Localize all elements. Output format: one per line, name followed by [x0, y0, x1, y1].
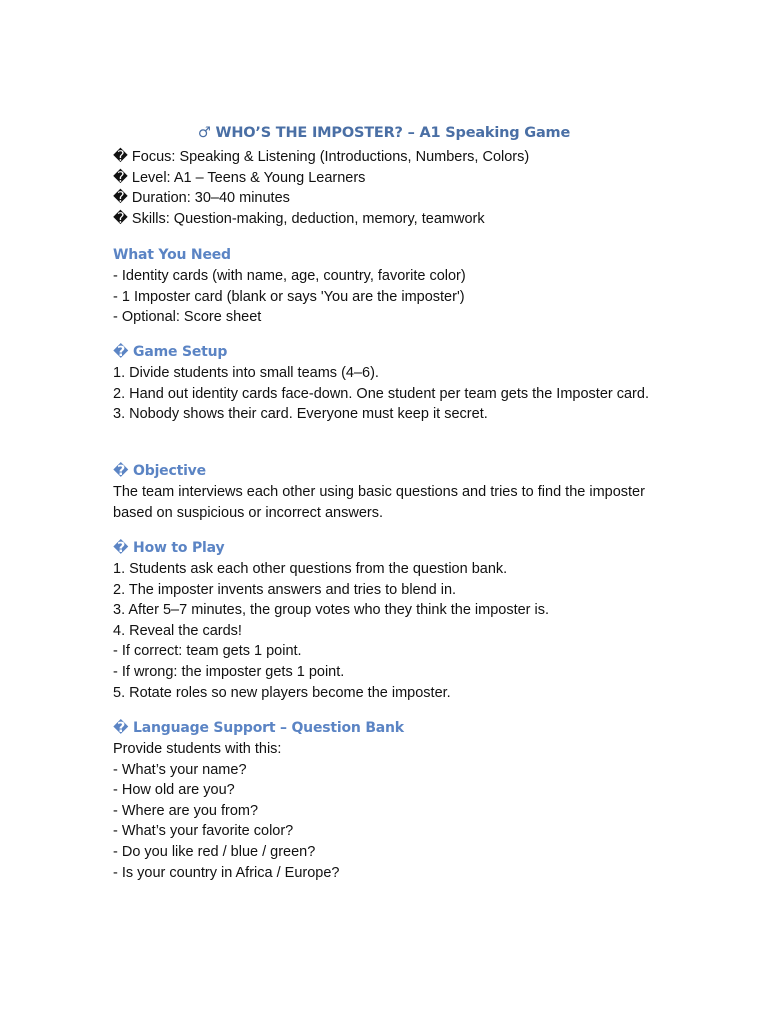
list-item: 3. Nobody shows their card. Everyone must keep it secret.: [113, 406, 488, 423]
list-item: - What’s your favorite color?: [113, 823, 294, 840]
info-duration: � Duration: 30–40 minutes: [113, 190, 290, 207]
list-item: 5. Rotate roles so new players become the imposter.: [113, 684, 451, 701]
howto-section: [113, 538, 653, 703]
list-item: 1. Students ask each other questions from the question bank.: [113, 561, 508, 577]
list-item: 4. Reveal the cards!: [113, 622, 242, 639]
info-skills: � Skills: Question-making, deduction, memory, teamwork: [113, 210, 485, 227]
language-section: [113, 718, 653, 883]
objective-text: The team interviews each other using basic questions and tries to find the imposter based on suspicious or incorrect answers.: [113, 484, 645, 521]
list-item: - If correct: team gets 1 point.: [113, 643, 302, 660]
info-level: � Level: A1 – Teens & Young Learners: [113, 169, 366, 186]
setup-section: [113, 342, 653, 425]
setup-heading: � Game Setup: [113, 344, 228, 360]
list-item: 2. The imposter invents answers and tries to blend in.: [113, 581, 457, 598]
list-item: 1. Divide students into small teams (4–6).: [113, 365, 379, 381]
language-intro: Provide students with this:: [113, 741, 282, 757]
list-item: - How old are you?: [113, 782, 235, 799]
needs-section: [113, 245, 653, 328]
list-item: - If wrong: the imposter gets 1 point.: [113, 663, 345, 680]
list-item: 2. Hand out identity cards face-down. One student per team gets the Imposter card.: [113, 385, 649, 402]
list-item: - Where are you from?: [113, 802, 259, 819]
document-title: ♂ WHO’S THE IMPOSTER? – A1 Speaking Game: [197, 125, 571, 141]
list-item: - What’s your name?: [113, 761, 247, 778]
language-heading: � Language Support – Question Bank: [113, 720, 404, 736]
objective-section: [113, 461, 653, 523]
needs-heading: What You Need: [113, 247, 231, 263]
list-item: - 1 Imposter card (blank or says 'You are the imposter'): [113, 288, 465, 305]
howto-heading: � How to Play: [113, 540, 225, 556]
info-section: [113, 147, 653, 229]
list-item: - Is your country in Africa / Europe?: [113, 864, 340, 881]
list-item: 3. After 5–7 minutes, the group votes who they think the imposter is.: [113, 602, 550, 619]
info-focus: � Focus: Speaking & Listening (Introductions, Numbers, Colors): [113, 149, 530, 165]
list-item: - Identity cards (with name, age, country, favorite color): [113, 268, 466, 284]
list-item: - Do you like red / blue / green?: [113, 843, 316, 860]
objective-heading: � Objective: [113, 463, 206, 479]
list-item: - Optional: Score sheet: [113, 309, 262, 326]
